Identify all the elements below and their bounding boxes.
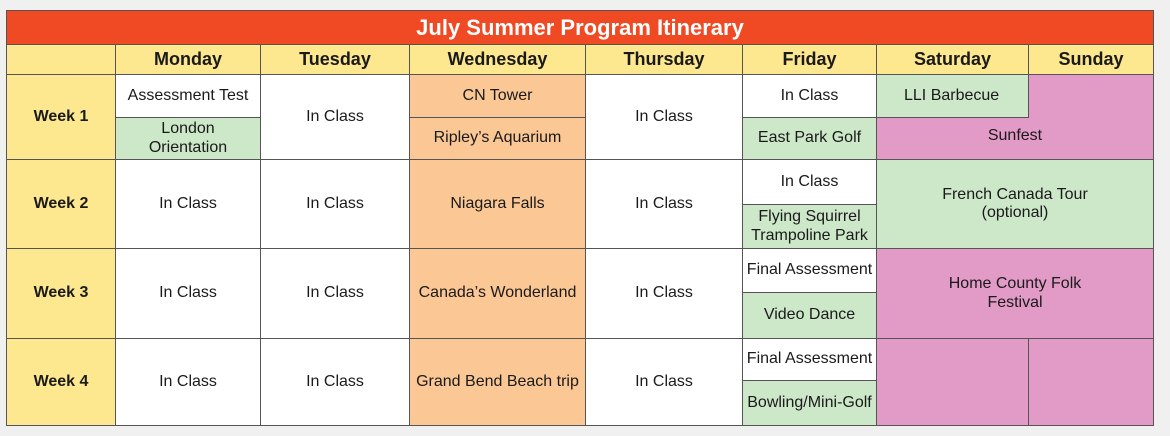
week-4-label: Week 4 <box>7 339 116 425</box>
w4-saturday <box>877 339 1029 425</box>
w4-tuesday: In Class <box>261 339 410 425</box>
w3-thursday: In Class <box>586 249 743 339</box>
w3-tuesday: In Class <box>261 249 410 339</box>
week-1-label: Week 1 <box>7 75 116 160</box>
w1-saturday: LLI Barbecue <box>877 75 1029 118</box>
w1-monday-top: Assessment Test <box>116 75 261 118</box>
header-thursday: Thursday <box>586 45 743 75</box>
w1-wednesday-top: CN Tower <box>410 75 586 118</box>
w4-friday-top: Final Assessment <box>743 339 877 381</box>
w1-wednesday-bottom: Ripley’s Aquarium <box>410 118 586 160</box>
w2-monday: In Class <box>116 160 261 249</box>
header-saturday: Saturday <box>877 45 1029 75</box>
header-tuesday: Tuesday <box>261 45 410 75</box>
week-3-label: Week 3 <box>7 249 116 339</box>
w3-monday: In Class <box>116 249 261 339</box>
w1-monday-bottom: London Orientation <box>116 118 261 160</box>
w2-weekend: French Canada Tour (optional) <box>877 160 1153 249</box>
w1-tuesday: In Class <box>261 75 410 160</box>
w1-weekend-label: Sunfest <box>987 127 1043 144</box>
w4-monday: In Class <box>116 339 261 425</box>
w3-friday-top: Final Assessment <box>743 249 877 293</box>
w2-thursday: In Class <box>586 160 743 249</box>
header-sunday: Sunday <box>1029 45 1153 75</box>
w2-friday-bottom: Flying Squirrel Trampoline Park <box>743 205 877 249</box>
header-monday: Monday <box>116 45 261 75</box>
w1-friday-top: In Class <box>743 75 877 118</box>
w1-thursday: In Class <box>586 75 743 160</box>
week-2-label: Week 2 <box>7 160 116 249</box>
header-friday: Friday <box>743 45 877 75</box>
w4-thursday: In Class <box>586 339 743 425</box>
w2-wednesday: Niagara Falls <box>410 160 586 249</box>
w3-friday-bottom: Video Dance <box>743 293 877 339</box>
table-title: July Summer Program Itinerary <box>7 11 1153 45</box>
w4-friday-bottom: Bowling/Mini-Golf <box>743 381 877 425</box>
w4-wednesday: Grand Bend Beach trip <box>410 339 586 425</box>
w4-sunday <box>1029 339 1153 425</box>
w2-friday-top: In Class <box>743 160 877 205</box>
header-wednesday: Wednesday <box>410 45 586 75</box>
w3-wednesday: Canada’s Wonderland <box>410 249 586 339</box>
header-corner <box>7 45 116 75</box>
w2-tuesday: In Class <box>261 160 410 249</box>
w1-friday-bottom: East Park Golf <box>743 118 877 160</box>
w3-weekend: Home County Folk Festival <box>877 249 1153 339</box>
itinerary-table <box>6 10 1154 426</box>
